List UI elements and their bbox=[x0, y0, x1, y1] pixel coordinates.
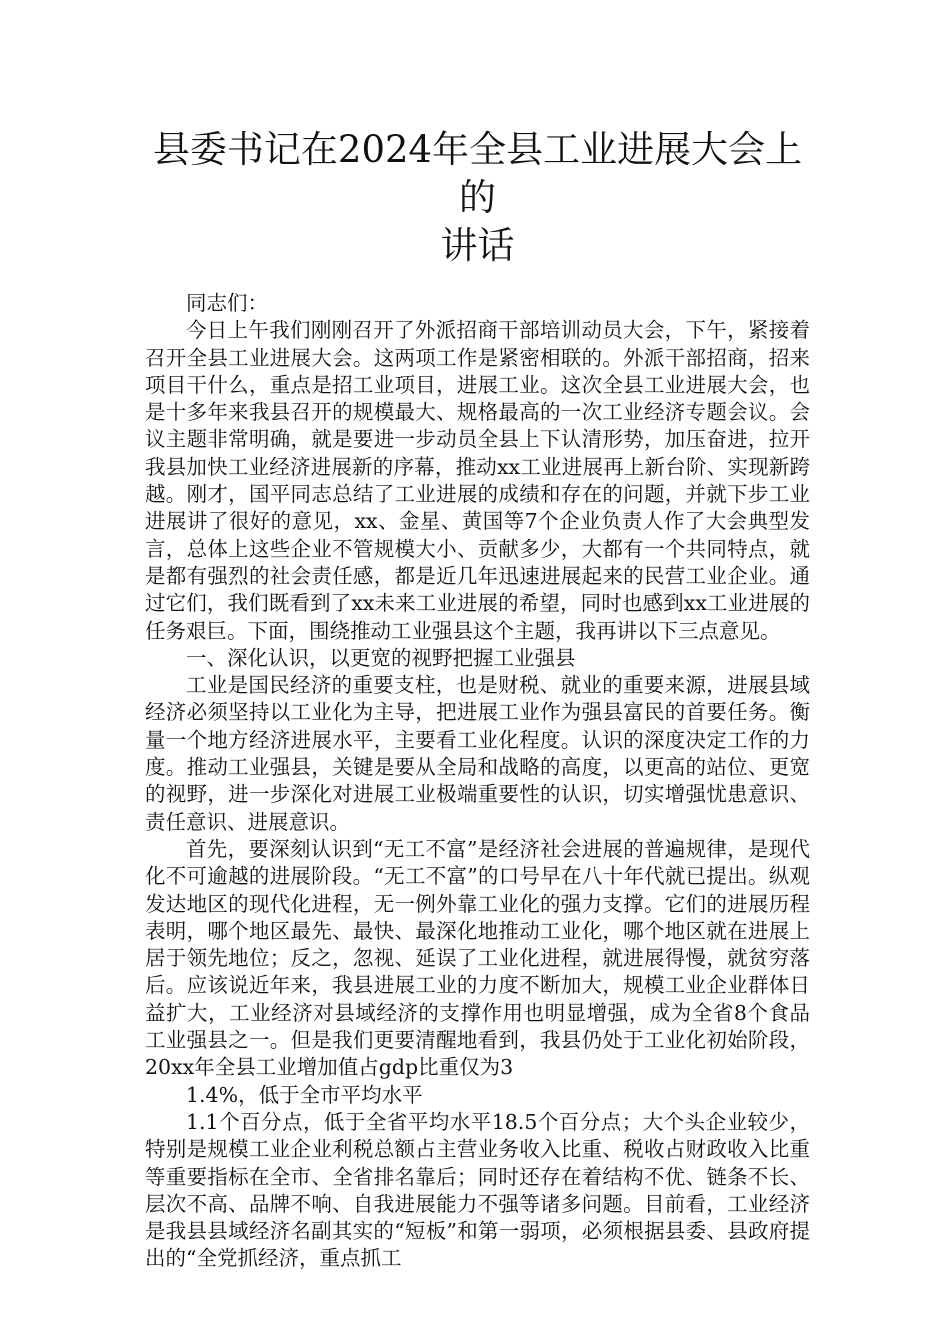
section-heading-1: 一、深化认识，以更宽的视野把握工业强县 bbox=[186, 645, 576, 670]
paragraph: 工业是国民经济的重要支柱，也是财税、就业的重要来源，进展县域经济必须坚持以工业化为主导，把进展工业作为强县富民的首要任务。衡量一个地方经济进展水平，主要看工业化程度。认识的深度决定工作的力度。推动工业强县，关键是要从全局和战略的高度，以更高的站位、更宽的视野，进一步深化对进展工业极端重要性的认识，切实增强忧患意识、责任意识、进展意识。 bbox=[145, 673, 810, 834]
document-page bbox=[145, 126, 810, 1273]
document-body bbox=[145, 290, 810, 1273]
paragraph: 1.1个百分点，低于全省平均水平18.5个百分点；大个头企业较少，特别是规模工业企业利税总额占主营业务收入比重、税收占财政收入比重等重要指标在全市、全省排名靠后；同时还存在着结构不优、链条不长、层次不高、品牌不响、自我进展能力不强等诸多问题。目前看，工业经济是我县县域经济名副其实的“短板”和第一弱项，必须根据县委、县政府提出的“全党抓经济，重点抓工 bbox=[145, 1109, 810, 1271]
paragraph: 1.4%，低于全市平均水平 bbox=[186, 1082, 423, 1107]
title-line-1: 县委书记在2024年全县工业进展大会上的 bbox=[152, 128, 803, 219]
paragraph: 首先，要深刻认识到“无工不富”是经济社会进展的普遍规律，是现代化不可逾越的进展阶段。“无工不富”的口号早在八十年代就已提出。纵观发达地区的现代化进程，无一例外靠工业化的强力支撑。它们的进展历程表明，哪个地区最先、最快、最深化地推动工业化，哪个地区就在进展上居于领先地位；反之，忽视、延误了工业化进程，就进展得慢，就贫穷落后。应该说近年来，我县进展工业的力度不断加大，规模工业企业群体日益扩大，工业经济对县域经济的支撑作用也明显增强，成为全省8个食品工业强县之一。但是我们更要清醒地看到，我县仍处于工业化初始阶段，20xx年全县工业增加值占gdp比重仅为3 bbox=[145, 836, 810, 1080]
document-title bbox=[145, 126, 810, 270]
title-line-2: 讲话 bbox=[440, 224, 515, 267]
paragraph-intro: 今日上午我们刚刚召开了外派招商干部培训动员大会，下午，紧接着召开全县工业进展大会。这两项工作是紧密相联的。外派干部招商，招来项目干什么，重点是招工业项目，进展工业。这次全县工业进展大会，也是十多年来我县召开的规模最大、规格最高的一次工业经济专题会议。会议主题非常明确，就是要进一步动员全县上下认清形势，加压奋进，拉开我县加快工业经济进展新的序幕，推动xx工业进展再上新台阶、实现新跨越。刚才，国平同志总结了工业进展的成绩和存在的问题，并就下步工业进展讲了很好的意见，xx、金星、黄国等7个企业负责人作了大会典型发言，总体上这些企业不管规模大小、贡献多少，大都有一个共同特点，就是都有强烈的社会责任感，都是近几年迅速进展起来的民营工业企业。通过它们，我们既看到了xx未来工业进展的希望，同时也感到xx工业进展的任务艰巨。下面，围绕推动工业强县这个主题，我再讲以下三点意见。 bbox=[145, 318, 810, 643]
salutation: 同志们： bbox=[186, 291, 268, 315]
